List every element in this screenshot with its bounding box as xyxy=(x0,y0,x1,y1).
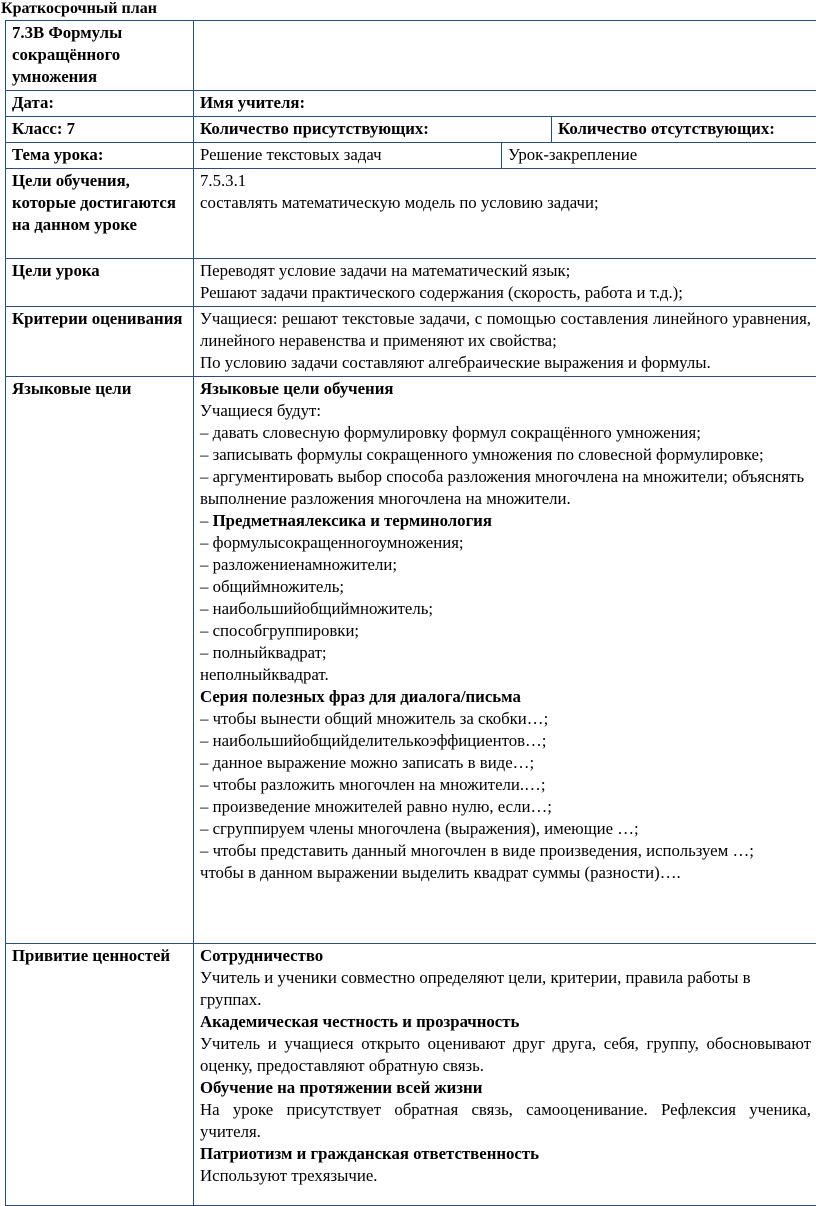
phrase-item: – чтобы вынести общий множитель за скобки…; xyxy=(200,708,811,730)
lesson-goals-label: Цели урока xyxy=(6,259,194,307)
lesson-topic-label: Тема урока: xyxy=(6,143,194,169)
row-topic-code xyxy=(6,21,816,91)
vocab-item: – формулысокращенногоумножения; xyxy=(200,532,811,554)
topic-code-cell: 7.3В Формулы сокращённого умножения xyxy=(6,21,194,91)
objective-text: составлять математическую модель по условию задачи; xyxy=(200,192,811,214)
vocab-heading: Предметнаялексика и терминология xyxy=(213,511,492,530)
row-learning-objectives xyxy=(6,169,816,259)
row-date xyxy=(6,91,816,117)
phrase-item: – наибольшийобщийделителькоэффициентов…; xyxy=(200,730,811,752)
values-content xyxy=(194,944,816,1206)
language-goals-label: Языковые цели xyxy=(6,377,194,944)
phrase-item: чтобы в данном выражении выделить квадрат суммы (разности)…. xyxy=(200,862,811,884)
language-goal-item: – записывать формулы сокращенного умножения по словесной формулировке; xyxy=(200,444,811,466)
value-text: Учитель и ученики совместно определяют цели, критерии, правила работы в группах. xyxy=(200,967,811,1011)
language-goal-item: – давать словесную формулировку формул сокращённого умножения; xyxy=(200,422,811,444)
vocab-dash: – xyxy=(200,511,213,530)
value-heading: Обучение на протяжении всей жизни xyxy=(200,1077,811,1099)
row-values xyxy=(6,944,816,1206)
class-label: Класс: 7 xyxy=(6,117,194,143)
values-label: Привитие ценностей xyxy=(6,944,194,1206)
assessment-label: Критерии оценивания xyxy=(6,307,194,377)
language-goals-content xyxy=(194,377,816,944)
document-title: Краткосрочный план xyxy=(1,0,157,18)
language-goal-item: – аргументировать выбор способа разложения многочлена на множители; объяснять выполнение разложения многочлена на множители. xyxy=(200,466,811,510)
vocab-heading-line xyxy=(200,510,811,532)
row-lesson-goals xyxy=(6,259,816,307)
value-text: Учитель и учащиеся открыто оценивают друг друга, себя, группу, обосновывают оценку, предоставляют обратную связь. xyxy=(200,1033,811,1077)
lesson-goals-content xyxy=(194,259,816,307)
absent-count-label: Количество отсутствующих: xyxy=(552,117,816,143)
lesson-topic-value: Решение текстовых задач xyxy=(194,143,502,169)
value-text: Используют трехязычие. xyxy=(200,1165,811,1187)
assessment-text-2: По условию задачи составляют алгебраические выражения и формулы. xyxy=(200,352,811,374)
phrase-item: – чтобы разложить многочлен на множители.…; xyxy=(200,774,811,796)
value-heading: Сотрудничество xyxy=(200,945,811,967)
vocab-item: – способгруппировки; xyxy=(200,620,811,642)
date-label: Дата: xyxy=(6,91,194,117)
lesson-type-value: Урок-закрепление xyxy=(502,143,816,169)
row-lesson-topic xyxy=(6,143,816,169)
phrase-item: – чтобы представить данный многочлен в виде произведения, используем …; xyxy=(200,840,811,862)
phrase-item: – произведение множителей равно нулю, если…; xyxy=(200,796,811,818)
present-count-label: Количество присутствующих: xyxy=(194,117,552,143)
value-heading: Академическая честность и прозрачность xyxy=(200,1011,811,1033)
vocab-item: – наибольшийобщиймножитель; xyxy=(200,598,811,620)
topic-code-value-cell xyxy=(194,21,816,91)
vocab-item: – разложениенамножители; xyxy=(200,554,811,576)
lesson-goal-line: Переводят условие задачи на математический язык; xyxy=(200,260,811,282)
row-class xyxy=(6,117,816,143)
phrase-item: – сгруппируем члены многочлена (выражения), имеющие …; xyxy=(200,818,811,840)
lesson-plan-table xyxy=(5,20,816,1206)
language-goals-intro: Учащиеся будут: xyxy=(200,400,811,422)
assessment-content xyxy=(194,307,816,377)
row-assessment xyxy=(6,307,816,377)
vocab-item: – полныйквадрат; xyxy=(200,642,811,664)
teacher-name-label: Имя учителя: xyxy=(194,91,816,117)
phrases-heading: Серия полезных фраз для диалога/письма xyxy=(200,686,811,708)
row-language-goals xyxy=(6,377,816,944)
value-heading: Патриотизм и гражданская ответственность xyxy=(200,1143,811,1165)
assessment-text: Учащиеся: решают текстовые задачи, с помощью составления линейного уравнения, линейного неравенства и применяют их свойства; xyxy=(200,308,811,352)
learning-objectives-content xyxy=(194,169,816,259)
language-goals-heading: Языковые цели обучения xyxy=(200,378,811,400)
learning-objectives-label: Цели обучения, которые достигаются на данном уроке xyxy=(6,169,194,259)
vocab-item: – общиймножитель; xyxy=(200,576,811,598)
objective-code: 7.5.3.1 xyxy=(200,170,811,192)
vocab-item: неполныйквадрат. xyxy=(200,664,811,686)
phrase-item: – данное выражение можно записать в виде…; xyxy=(200,752,811,774)
value-text: На уроке присутствует обратная связь, самооценивание. Рефлексия ученика, учителя. xyxy=(200,1099,811,1143)
lesson-goal-line: Решают задачи практического содержания (скорость, работа и т.д.); xyxy=(200,282,811,304)
